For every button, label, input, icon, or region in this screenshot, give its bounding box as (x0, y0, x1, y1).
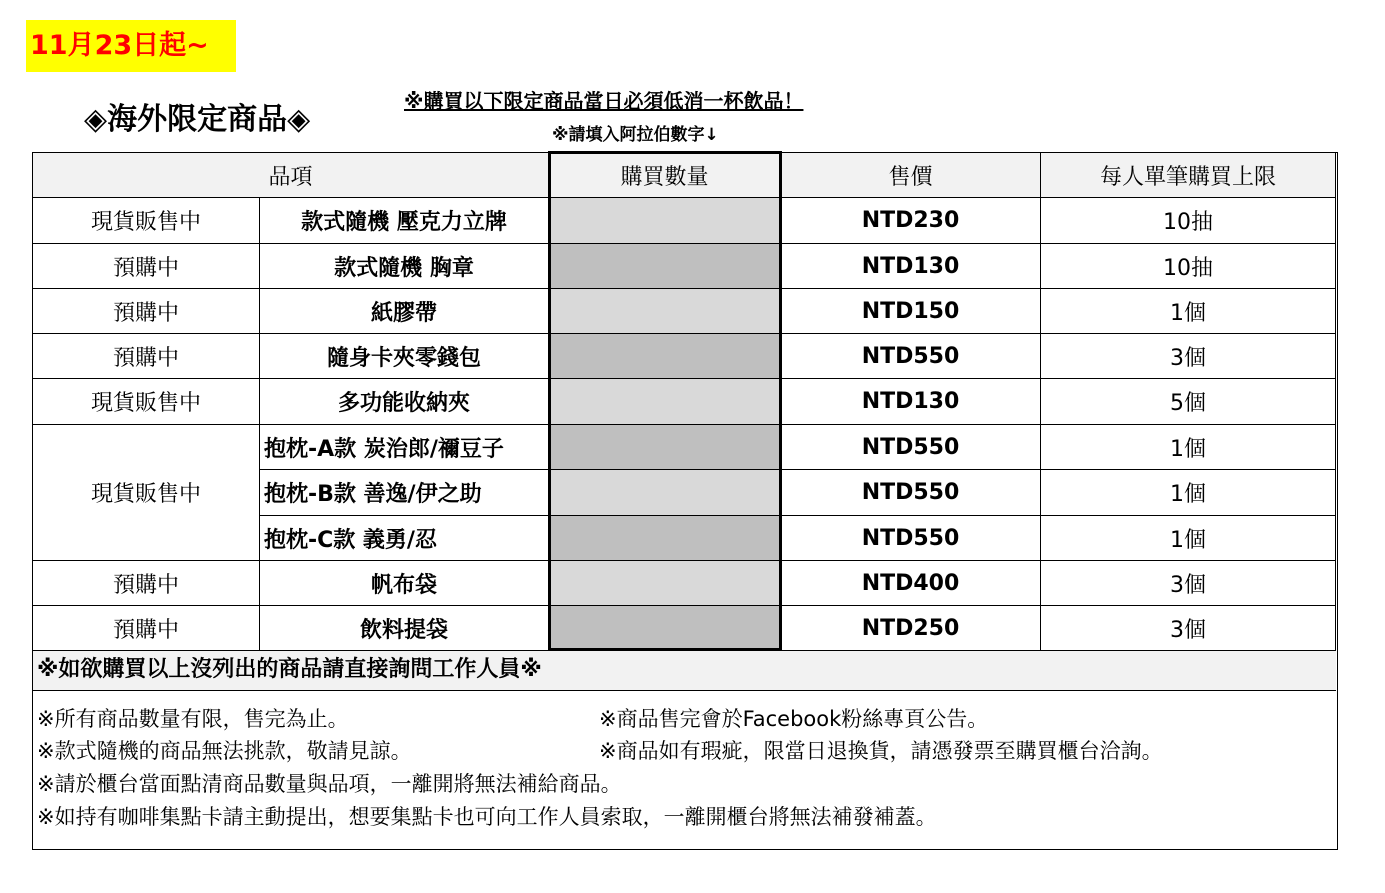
row-limit: 1個 (1041, 289, 1336, 334)
row-status: 現貨販售中 (33, 198, 260, 244)
row-limit: 3個 (1041, 561, 1336, 606)
section-title: ◈海外限定商品◈ (84, 102, 311, 137)
date-badge: 11月23日起~ (26, 20, 236, 72)
row-limit: 1個 (1041, 516, 1336, 561)
quantity-input-cell[interactable] (549, 516, 781, 561)
note-defect-exchange: ※商品如有瑕疵，限當日退換貨，請憑發票至購買櫃台洽詢。 (599, 739, 1163, 763)
row-item-name: 紙膠帶 (260, 289, 549, 334)
row-price: NTD250 (781, 606, 1041, 651)
header-price: 售價 (781, 153, 1041, 198)
note-random-style: ※款式隨機的商品無法挑款，敬請見諒。 (37, 739, 412, 763)
quantity-input-cell[interactable] (549, 561, 781, 606)
row-price: NTD550 (781, 425, 1041, 470)
row-item-name: 多功能收納夾 (260, 379, 549, 425)
row-status: 預購中 (33, 289, 260, 334)
row-limit: 1個 (1041, 425, 1336, 470)
header-quantity: 購買數量 (549, 153, 781, 198)
fill-hint: ※請填入阿拉伯數字↓ (552, 125, 719, 145)
row-price: NTD400 (781, 561, 1041, 606)
row-status: 現貨販售中 (33, 379, 260, 425)
row-price: NTD550 (781, 516, 1041, 561)
row-item-name: 款式隨機 胸章 (260, 244, 549, 289)
row-status: 預購中 (33, 244, 260, 289)
row-item-name: 飲料提袋 (260, 606, 549, 651)
quantity-input-cell[interactable] (549, 425, 781, 470)
drink-notice: ※購買以下限定商品當日必須低消一杯飲品！ (404, 89, 804, 113)
quantity-input-cell[interactable] (549, 470, 781, 516)
row-limit: 1個 (1041, 470, 1336, 516)
row-item-name: 抱枕-B款 善逸/伊之助 (260, 470, 549, 516)
row-item-name: 抱枕-A款 炭治郎/禰豆子 (260, 425, 549, 470)
quantity-input-cell[interactable] (549, 244, 781, 289)
quantity-input-cell[interactable] (549, 606, 781, 651)
note-check-items: ※請於櫃台當面點清商品數量與品項，一離開將無法補給商品。 (37, 772, 622, 796)
note-limited-stock: ※所有商品數量有限，售完為止。 (37, 707, 349, 731)
row-price: NTD550 (781, 470, 1041, 516)
row-price: NTD550 (781, 334, 1041, 379)
row-item-name: 抱枕-C款 義勇/忍 (260, 516, 549, 561)
row-status-merged: 現貨販售中 (33, 425, 260, 561)
quantity-input-cell[interactable] (549, 334, 781, 379)
row-status: 預購中 (33, 334, 260, 379)
row-price: NTD130 (781, 379, 1041, 425)
quantity-input-cell[interactable] (549, 379, 781, 425)
note-stamp-card: ※如持有咖啡集點卡請主動提出，想要集點卡也可向工作人員索取，一離開櫃台將無法補發補蓋。 (37, 805, 937, 829)
row-item-name: 隨身卡夾零錢包 (260, 334, 549, 379)
row-status: 預購中 (33, 606, 260, 651)
row-limit: 10抽 (1041, 244, 1336, 289)
note-sold-out-facebook: ※商品售完會於Facebook粉絲專頁公告。 (599, 707, 989, 731)
row-status: 預購中 (33, 561, 260, 606)
row-limit: 5個 (1041, 379, 1336, 425)
row-item-name: 款式隨機 壓克力立牌 (260, 198, 549, 244)
header-limit: 每人單筆購買上限 (1041, 153, 1336, 198)
inquiry-banner: ※如欲購買以上沒列出的商品請直接詢問工作人員※ (33, 651, 1336, 691)
row-item-name: 帆布袋 (260, 561, 549, 606)
row-limit: 3個 (1041, 334, 1336, 379)
order-sheet (32, 152, 1338, 850)
header-item: 品項 (33, 153, 549, 198)
quantity-input-cell[interactable] (549, 198, 781, 244)
row-price: NTD230 (781, 198, 1041, 244)
row-price: NTD130 (781, 244, 1041, 289)
row-limit: 3個 (1041, 606, 1336, 651)
row-price: NTD150 (781, 289, 1041, 334)
quantity-input-cell[interactable] (549, 289, 781, 334)
row-limit: 10抽 (1041, 198, 1336, 244)
